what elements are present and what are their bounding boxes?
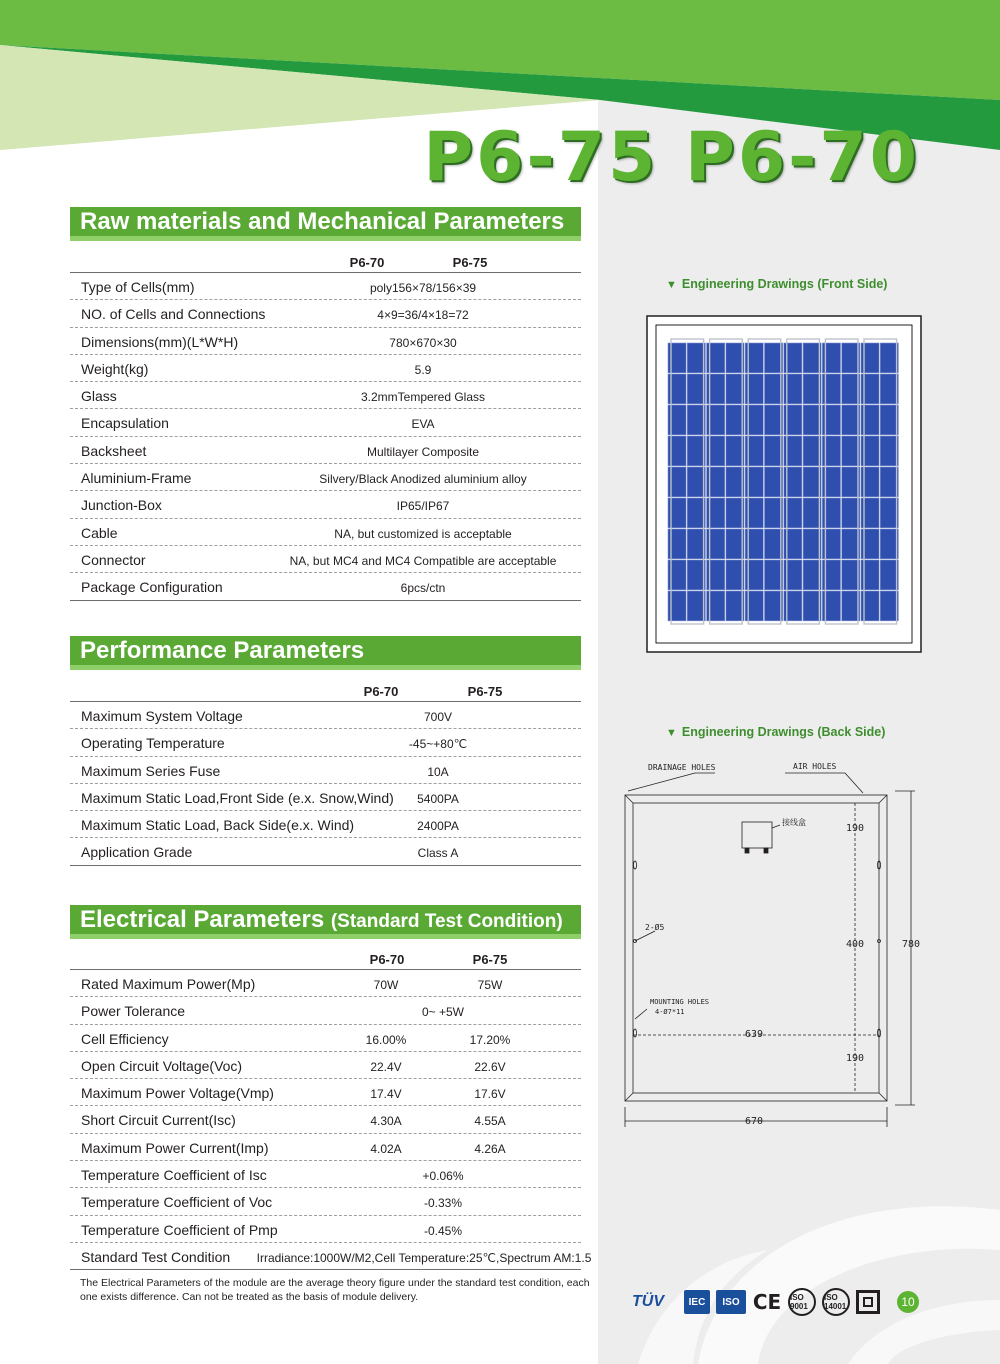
solar-cell [880, 591, 898, 621]
table-row [70, 1052, 581, 1079]
table-row [70, 1161, 581, 1188]
electrical-heading-text: Electrical Parameters [80, 906, 325, 933]
solar-cell [842, 498, 860, 528]
page-number: 10 [897, 1291, 919, 1313]
iec-logo-icon: IEC [684, 1290, 710, 1314]
row-value: 2400PA [417, 819, 459, 834]
row-value: -0.33% [423, 1196, 463, 1211]
row-label: Weight(kg) [81, 360, 149, 377]
front-side-drawing [646, 315, 922, 653]
table-row [70, 757, 581, 784]
row-value: 3.2mmTempered Glass [360, 390, 486, 405]
solar-cell [803, 436, 821, 466]
row-value: 22.4V [370, 1059, 402, 1074]
row-value: +0.06% [422, 1169, 464, 1184]
table-row [70, 464, 581, 491]
table-row [70, 273, 581, 300]
row-label: Dimensions(mm)(L*W*H) [81, 333, 239, 350]
row-value: NA, but customized is acceptable [334, 526, 512, 541]
row-value: NA, but MC4 and MC4 Compatible are acceptable [289, 553, 557, 568]
back-drawing-label-text: Engineering Drawings (Back Side) [681, 725, 886, 739]
triangle-down-icon: ▼ [666, 279, 677, 291]
electrical-heading-subtext: (Standard Test Condition) [330, 911, 563, 932]
solar-cell [842, 591, 860, 621]
electrical-heading [70, 905, 581, 939]
row-label: Type of Cells(mm) [81, 279, 195, 295]
solar-cell [687, 498, 705, 528]
row-value: 6pcs/ctn [400, 581, 446, 596]
solar-cell [726, 436, 744, 466]
table-row [70, 409, 581, 436]
row-label: Temperature Coefficient of Voc [81, 1194, 273, 1211]
table-row [70, 328, 581, 355]
row-label: Maximum Power Current(Imp) [81, 1139, 269, 1156]
table-row [70, 546, 581, 573]
row-value: 16.00% [365, 1032, 407, 1047]
row-label: Connector [81, 551, 146, 568]
solar-cell [803, 498, 821, 528]
solar-cell [687, 591, 705, 621]
triangle-down-icon: ▼ [666, 727, 677, 739]
row-value: Silvery/Black Anodized aluminium alloy [319, 472, 527, 487]
certification-logos [618, 1286, 880, 1318]
table-row [70, 573, 581, 600]
table-row [70, 1216, 581, 1243]
solar-cell [880, 374, 898, 404]
row-value: 4.02A [370, 1141, 402, 1156]
row-value: poly156×78/156×39 [369, 281, 477, 295]
performance-heading-text: Performance Parameters [80, 637, 365, 664]
row-value: 5.9 [414, 362, 432, 377]
solar-cell [765, 374, 783, 404]
dim-190-bottom: 190 [846, 1053, 865, 1064]
solar-cell [726, 374, 744, 404]
table-row [70, 1079, 581, 1106]
row-value: 780×670×30 [389, 335, 457, 350]
row-label: Short Circuit Current(Isc) [81, 1112, 236, 1129]
table-row [70, 811, 581, 838]
row-value: 4.55A [474, 1114, 506, 1129]
solar-cell [687, 436, 705, 466]
mounting-holes-label: MOUNTING HOLES [650, 998, 710, 1006]
solar-cell [803, 591, 821, 621]
table-row [70, 491, 581, 518]
square-mark-icon [856, 1290, 880, 1314]
solar-cell [842, 436, 860, 466]
table-row [70, 300, 581, 327]
solar-cell [803, 374, 821, 404]
raw-materials-heading-text: Raw materials and Mechanical Parameters [80, 208, 565, 235]
front-drawing-label-text: Engineering Drawings (Front Side) [681, 277, 888, 291]
solar-cell [726, 343, 744, 373]
row-value: 5400PA [417, 791, 459, 806]
row-value: Class A [417, 846, 459, 861]
performance-heading [70, 636, 581, 670]
solar-cell [803, 560, 821, 590]
column-p6-75: P6-75 [472, 952, 508, 967]
performance-table [70, 682, 581, 866]
row-value: Irradiance:1000W/M2,Cell Temperature:25℃,Spectrum AM:1.5 [256, 1250, 592, 1265]
solar-cell [687, 343, 705, 373]
solar-cell [842, 467, 860, 497]
row-value: 4×9=36/4×18=72 [377, 308, 469, 323]
performance-column-header [70, 682, 581, 702]
air-holes-label: AIR HOLES [793, 762, 837, 771]
dim-400: 400 [846, 939, 865, 950]
solar-cell [803, 405, 821, 435]
solar-cell [726, 560, 744, 590]
solar-cell [765, 498, 783, 528]
dim-780: 780 [902, 939, 921, 950]
row-label: Operating Temperature [81, 735, 225, 752]
row-label: Open Circuit Voltage(Voc) [81, 1057, 243, 1074]
solar-cell [765, 343, 783, 373]
row-label: Maximum Static Load, Back Side(e.x. Wind) [81, 817, 355, 834]
solar-cell [880, 405, 898, 435]
row-label: Rated Maximum Power(Mp) [81, 976, 256, 992]
solar-cell [726, 591, 744, 621]
table-row [70, 702, 581, 729]
row-value: 0~ +5W [421, 1005, 465, 1020]
solar-cell [726, 405, 744, 435]
raw-materials-table [70, 253, 581, 601]
iso9001-seal-icon: ISO 9001 [788, 1288, 816, 1316]
row-label: Encapsulation [81, 415, 169, 432]
electrical-table [70, 950, 592, 1270]
solar-cell [765, 436, 783, 466]
row-value: 17.6V [474, 1087, 506, 1102]
hole-dim-label: 2-Ø5 [645, 923, 665, 932]
dim-670: 670 [745, 1116, 764, 1127]
dim-639: 639 [745, 1029, 764, 1040]
solar-cell [765, 591, 783, 621]
column-p6-70: P6-70 [349, 255, 385, 270]
row-value: -0.45% [423, 1223, 463, 1238]
drainage-holes-label: DRAINAGE HOLES [648, 763, 716, 772]
table-row [70, 997, 581, 1024]
table-row [70, 382, 581, 409]
table-row [70, 838, 581, 865]
row-label: Maximum Static Load,Front Side (e.x. Snow,Wind) [81, 789, 394, 806]
solar-cell [880, 343, 898, 373]
row-label: Maximum System Voltage [81, 708, 243, 724]
iso-logo-icon: ISO [716, 1290, 746, 1314]
solar-cell [687, 529, 705, 559]
solar-cell [803, 343, 821, 373]
table-row [70, 355, 581, 382]
table-row [70, 970, 581, 997]
row-value: Multilayer Composite [366, 444, 480, 459]
row-value: -45~+80℃ [408, 737, 468, 752]
raw-materials-column-header [70, 253, 581, 273]
solar-cell [842, 560, 860, 590]
dim-190-top: 190 [846, 823, 865, 834]
row-label: Glass [81, 388, 117, 405]
page-title: P6-75 P6-70 [423, 118, 920, 197]
iso14001-seal-icon: ISO 14001 [822, 1288, 850, 1316]
table-row [70, 519, 581, 546]
solar-cell [687, 560, 705, 590]
row-label: Standard Test Condition [81, 1248, 231, 1265]
row-value: 4.30A [370, 1114, 402, 1129]
back-drawing-label [666, 725, 885, 739]
leaf-watermark [598, 1100, 1000, 1364]
row-value: 75W [477, 978, 503, 992]
row-value: EVA [411, 417, 435, 432]
solar-cell [687, 467, 705, 497]
row-label: Aluminium-Frame [81, 470, 192, 487]
row-label: NO. of Cells and Connections [81, 306, 266, 323]
table-row [70, 1188, 581, 1215]
row-value: 17.4V [370, 1087, 402, 1102]
solar-cell [842, 529, 860, 559]
tuv-logo-icon: TÜV [632, 1293, 664, 1310]
row-label: Junction-Box [81, 497, 162, 514]
table-row [70, 1106, 581, 1133]
table-row [70, 784, 581, 811]
solar-cell [765, 529, 783, 559]
front-drawing-label [666, 277, 887, 291]
solar-cell [765, 467, 783, 497]
row-label: Cell Efficiency [81, 1030, 169, 1047]
row-value: 70W [373, 978, 399, 992]
solar-cell [726, 529, 744, 559]
column-p6-70: P6-70 [363, 684, 399, 699]
ce-mark-icon: CE [752, 1290, 782, 1314]
solar-cell [842, 343, 860, 373]
row-label: Maximum Series Fuse [81, 762, 221, 779]
solar-cell [726, 467, 744, 497]
mounting-holes-dim: 4-Ø7*11 [655, 1008, 685, 1016]
solar-cell [880, 498, 898, 528]
solar-cell [880, 529, 898, 559]
electrical-column-header [70, 950, 581, 970]
raw-materials-heading [70, 207, 581, 241]
row-value: 17.20% [469, 1032, 511, 1047]
solar-cell [687, 374, 705, 404]
back-side-drawing [615, 755, 935, 1135]
table-row [70, 1134, 581, 1161]
column-p6-75: P6-75 [452, 255, 488, 270]
solar-cell [765, 405, 783, 435]
row-label: Cable [81, 524, 118, 541]
column-p6-75: P6-75 [467, 684, 503, 699]
row-value: 10A [427, 764, 449, 779]
row-label: Package Configuration [81, 579, 223, 596]
solar-cell [842, 374, 860, 404]
table-row [70, 729, 581, 756]
table-row [70, 1243, 592, 1270]
row-label: Maximum Power Voltage(Vmp) [81, 1085, 274, 1102]
row-label: Temperature Coefficient of Pmp [81, 1221, 278, 1238]
table-row [70, 437, 581, 464]
solar-cell [803, 529, 821, 559]
solar-cell [880, 436, 898, 466]
table-row [70, 1025, 581, 1052]
row-value: IP65/IP67 [396, 499, 450, 514]
row-label: Power Tolerance [81, 1003, 186, 1020]
footnote: The Electrical Parameters of the module are the average theory figure under the standard test condition, each one exists difference. Can not be treated as the basis of module delivery. [80, 1277, 590, 1303]
junction-box-label: 接线盒 [782, 818, 806, 827]
solar-cell [726, 498, 744, 528]
row-value: 4.26A [474, 1141, 506, 1156]
row-label: Backsheet [81, 442, 147, 459]
solar-cell [687, 405, 705, 435]
row-value: 22.6V [474, 1059, 506, 1074]
solar-cell [765, 560, 783, 590]
row-label: Application Grade [81, 844, 193, 861]
solar-cell [842, 405, 860, 435]
solar-cell [880, 560, 898, 590]
solar-cell [803, 467, 821, 497]
row-label: Temperature Coefficient of Isc [81, 1167, 267, 1184]
row-value: 700V [423, 710, 453, 724]
column-p6-70: P6-70 [369, 952, 405, 967]
solar-cell [880, 467, 898, 497]
